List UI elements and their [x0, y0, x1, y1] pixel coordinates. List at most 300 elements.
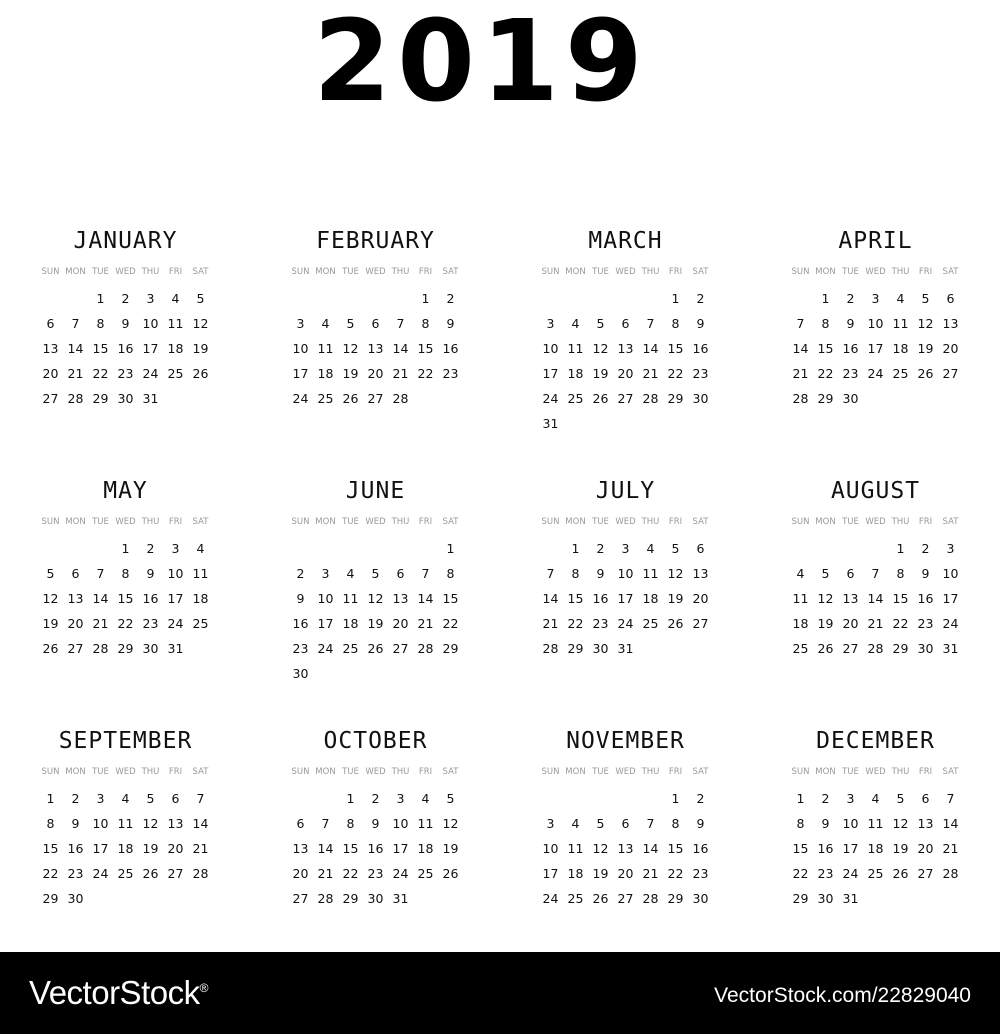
- day-cell: 14: [317, 841, 334, 856]
- weekday-label: THU: [391, 767, 410, 777]
- weekday-label: FRI: [918, 767, 933, 777]
- day-cell: 27: [617, 391, 634, 406]
- day-cell: 20: [917, 841, 934, 856]
- day-cell: 16: [67, 841, 84, 856]
- day-cell: 3: [621, 541, 630, 556]
- day-cell: 13: [67, 591, 84, 606]
- day-cell: 28: [317, 891, 334, 906]
- day-cell: 8: [796, 816, 805, 831]
- day-cell: 24: [542, 391, 559, 406]
- weekday-label: TUE: [342, 267, 359, 277]
- day-cell: 7: [796, 316, 805, 331]
- day-cell: 11: [192, 566, 209, 581]
- day-cell: 2: [371, 791, 380, 806]
- day-cell: 22: [42, 866, 59, 881]
- day-cell: 5: [596, 816, 605, 831]
- day-cell: 22: [92, 366, 109, 381]
- month-name: AUGUST: [830, 478, 921, 504]
- day-cell: 8: [346, 816, 355, 831]
- day-cell: 6: [71, 566, 80, 581]
- day-cell: 30: [817, 891, 834, 906]
- weekday-label: TUE: [592, 767, 609, 777]
- day-cell: 15: [42, 841, 59, 856]
- day-cell: 11: [567, 341, 584, 356]
- day-cell: 16: [817, 841, 834, 856]
- day-cell: 29: [667, 891, 684, 906]
- day-cell: 9: [921, 566, 930, 581]
- day-cell: 18: [417, 841, 434, 856]
- day-cell: 28: [67, 391, 84, 406]
- day-cell: 11: [417, 816, 434, 831]
- weekday-label: FRI: [668, 517, 683, 527]
- weekday-label: WED: [115, 767, 136, 777]
- day-cell: 15: [342, 841, 359, 856]
- month-november: [538, 728, 713, 948]
- weekday-label: TUE: [592, 267, 609, 277]
- weekday-label: SAT: [692, 267, 709, 277]
- day-cell: 2: [296, 566, 305, 581]
- day-cell: 1: [796, 791, 805, 806]
- day-cell: 4: [171, 291, 180, 306]
- day-cell: 7: [96, 566, 105, 581]
- weekday-label: WED: [865, 517, 886, 527]
- day-cell: 17: [292, 366, 309, 381]
- day-cell: 10: [542, 341, 559, 356]
- weekday-label: FRI: [918, 517, 933, 527]
- day-cell: 16: [917, 591, 934, 606]
- day-cell: 5: [146, 791, 155, 806]
- day-cell: 9: [846, 316, 855, 331]
- weekday-label: MON: [815, 267, 836, 277]
- day-cell: 16: [442, 341, 459, 356]
- day-cell: 23: [292, 641, 309, 656]
- day-cell: 21: [67, 366, 84, 381]
- day-cell: 30: [692, 391, 709, 406]
- day-cell: 9: [446, 316, 455, 331]
- weekday-label: SUN: [291, 517, 310, 527]
- day-cell: 21: [317, 866, 334, 881]
- day-cell: 19: [142, 841, 159, 856]
- day-cell: 19: [367, 616, 384, 631]
- day-cell: 16: [592, 591, 609, 606]
- day-cell: 31: [392, 891, 409, 906]
- day-cell: 18: [342, 616, 359, 631]
- day-cell: 27: [617, 891, 634, 906]
- day-cell: 13: [42, 341, 59, 356]
- day-cell: 12: [142, 816, 159, 831]
- weekday-label: SAT: [442, 517, 459, 527]
- day-cell: 16: [292, 616, 309, 631]
- weekday-label: TUE: [592, 517, 609, 527]
- weekday-label: TUE: [342, 767, 359, 777]
- day-cell: 1: [446, 541, 455, 556]
- month-name: DECEMBER: [816, 728, 935, 754]
- day-cell: 30: [142, 641, 159, 656]
- day-cell: 9: [71, 816, 80, 831]
- day-cell: 28: [642, 891, 659, 906]
- weekday-label: SUN: [291, 267, 310, 277]
- weekday-label: WED: [365, 517, 386, 527]
- day-cell: 28: [417, 641, 434, 656]
- day-cell: 9: [696, 816, 705, 831]
- day-cell: 9: [371, 816, 380, 831]
- day-cell: 8: [571, 566, 580, 581]
- day-cell: 14: [92, 591, 109, 606]
- day-cell: 24: [617, 616, 634, 631]
- day-cell: 8: [121, 566, 130, 581]
- weekday-label: THU: [391, 517, 410, 527]
- day-cell: 23: [442, 366, 459, 381]
- day-cell: 6: [171, 791, 180, 806]
- month-name: FEBRUARY: [316, 228, 435, 254]
- day-cell: 25: [117, 866, 134, 881]
- day-cell: 7: [646, 316, 655, 331]
- day-cell: 7: [546, 566, 555, 581]
- day-cell: 23: [692, 866, 709, 881]
- weekday-label: SAT: [942, 517, 959, 527]
- day-cell: 18: [192, 591, 209, 606]
- day-cell: 31: [542, 416, 559, 431]
- day-cell: 22: [442, 616, 459, 631]
- day-cell: 26: [367, 641, 384, 656]
- day-cell: 7: [646, 816, 655, 831]
- day-cell: 11: [892, 316, 909, 331]
- day-cell: 19: [917, 341, 934, 356]
- day-cell: 16: [692, 841, 709, 856]
- weekday-label: SUN: [41, 267, 60, 277]
- day-cell: 8: [446, 566, 455, 581]
- weekday-label: SUN: [41, 517, 60, 527]
- day-cell: 23: [592, 616, 609, 631]
- day-cell: 27: [942, 366, 959, 381]
- day-cell: 24: [842, 866, 859, 881]
- day-cell: 11: [642, 566, 659, 581]
- day-cell: 23: [367, 866, 384, 881]
- day-cell: 23: [917, 616, 934, 631]
- day-cell: 15: [417, 341, 434, 356]
- weekday-label: TUE: [92, 767, 109, 777]
- month-name: JANUARY: [73, 228, 178, 254]
- day-cell: 28: [942, 866, 959, 881]
- day-cell: 19: [592, 866, 609, 881]
- weekday-label: SUN: [791, 517, 810, 527]
- day-cell: 6: [621, 316, 630, 331]
- day-cell: 10: [142, 316, 159, 331]
- weekday-label: WED: [615, 267, 636, 277]
- day-cell: 12: [592, 341, 609, 356]
- day-cell: 4: [196, 541, 205, 556]
- weekday-label: WED: [865, 767, 886, 777]
- month-name: SEPTEMBER: [58, 728, 193, 754]
- weekday-label: SUN: [791, 267, 810, 277]
- day-cell: 3: [96, 791, 105, 806]
- day-cell: 15: [117, 591, 134, 606]
- weekday-label: FRI: [668, 267, 683, 277]
- weekday-label: SAT: [942, 767, 959, 777]
- weekday-label: THU: [141, 517, 160, 527]
- day-cell: 5: [896, 791, 905, 806]
- day-cell: 3: [871, 291, 880, 306]
- month-name: JULY: [595, 478, 656, 504]
- day-cell: 2: [846, 291, 855, 306]
- day-cell: 16: [842, 341, 859, 356]
- weekday-label: MON: [315, 767, 336, 777]
- day-cell: 12: [892, 816, 909, 831]
- day-cell: 10: [292, 341, 309, 356]
- day-cell: 30: [917, 641, 934, 656]
- weekday-label: MON: [565, 767, 586, 777]
- day-cell: 9: [121, 316, 130, 331]
- day-cell: 3: [546, 816, 555, 831]
- day-cell: 4: [896, 291, 905, 306]
- day-cell: 21: [417, 616, 434, 631]
- day-cell: 31: [167, 641, 184, 656]
- day-cell: 22: [342, 866, 359, 881]
- weekday-label: SAT: [192, 767, 209, 777]
- day-cell: 26: [892, 866, 909, 881]
- day-cell: 6: [621, 816, 630, 831]
- day-cell: 3: [396, 791, 405, 806]
- day-cell: 25: [567, 891, 584, 906]
- day-cell: 6: [46, 316, 55, 331]
- day-cell: 29: [817, 391, 834, 406]
- day-cell: 21: [642, 866, 659, 881]
- month-march: [538, 228, 713, 448]
- day-cell: 12: [817, 591, 834, 606]
- month-october: [288, 728, 463, 948]
- day-cell: 15: [667, 841, 684, 856]
- weekday-label: MON: [815, 767, 836, 777]
- day-cell: 1: [346, 791, 355, 806]
- day-cell: 22: [117, 616, 134, 631]
- day-cell: 4: [346, 566, 355, 581]
- day-cell: 17: [867, 341, 884, 356]
- day-cell: 25: [642, 616, 659, 631]
- day-cell: 7: [421, 566, 430, 581]
- weekday-label: TUE: [842, 767, 859, 777]
- day-cell: 16: [117, 341, 134, 356]
- day-cell: 20: [167, 841, 184, 856]
- day-cell: 15: [792, 841, 809, 856]
- weekday-label: SAT: [442, 767, 459, 777]
- day-cell: 13: [692, 566, 709, 581]
- weekday-label: FRI: [418, 767, 433, 777]
- day-cell: 11: [567, 841, 584, 856]
- day-cell: 18: [567, 366, 584, 381]
- day-cell: 15: [892, 591, 909, 606]
- day-cell: 21: [792, 366, 809, 381]
- day-cell: 4: [646, 541, 655, 556]
- weekday-label: MON: [65, 517, 86, 527]
- day-cell: 13: [167, 816, 184, 831]
- day-cell: 4: [571, 816, 580, 831]
- day-cell: 30: [592, 641, 609, 656]
- day-cell: 1: [421, 291, 430, 306]
- weekday-label: SAT: [192, 267, 209, 277]
- weekday-label: WED: [115, 517, 136, 527]
- day-cell: 1: [671, 291, 680, 306]
- day-cell: 9: [696, 316, 705, 331]
- day-cell: 26: [667, 616, 684, 631]
- day-cell: 8: [671, 316, 680, 331]
- day-cell: 24: [392, 866, 409, 881]
- day-cell: 17: [617, 591, 634, 606]
- weekday-label: TUE: [842, 517, 859, 527]
- weekday-label: FRI: [418, 517, 433, 527]
- day-cell: 18: [892, 341, 909, 356]
- day-cell: 9: [596, 566, 605, 581]
- weekday-label: FRI: [418, 267, 433, 277]
- weekday-label: SUN: [541, 517, 560, 527]
- day-cell: 24: [167, 616, 184, 631]
- day-cell: 30: [117, 391, 134, 406]
- footer-bar: [0, 952, 1000, 1034]
- day-cell: 8: [96, 316, 105, 331]
- weekday-label: SUN: [541, 767, 560, 777]
- image-credit: VectorStock.com/22829040: [714, 984, 971, 1007]
- weekday-label: TUE: [842, 267, 859, 277]
- day-cell: 24: [92, 866, 109, 881]
- day-cell: 22: [667, 366, 684, 381]
- day-cell: 25: [317, 391, 334, 406]
- day-cell: 11: [167, 316, 184, 331]
- day-cell: 17: [167, 591, 184, 606]
- year-title-text: 2019: [313, 0, 649, 127]
- day-cell: 26: [592, 891, 609, 906]
- day-cell: 31: [942, 641, 959, 656]
- day-cell: 4: [121, 791, 130, 806]
- weekday-label: THU: [641, 767, 660, 777]
- day-cell: 21: [192, 841, 209, 856]
- day-cell: 8: [421, 316, 430, 331]
- day-cell: 11: [867, 816, 884, 831]
- day-cell: 20: [942, 341, 959, 356]
- day-cell: 25: [792, 641, 809, 656]
- day-cell: 21: [642, 366, 659, 381]
- day-cell: 20: [842, 616, 859, 631]
- weekday-label: THU: [141, 767, 160, 777]
- weekday-label: WED: [615, 517, 636, 527]
- weekday-label: SAT: [942, 267, 959, 277]
- day-cell: 18: [642, 591, 659, 606]
- day-cell: 6: [696, 541, 705, 556]
- day-cell: 2: [146, 541, 155, 556]
- month-name: MARCH: [588, 228, 663, 254]
- day-cell: 13: [292, 841, 309, 856]
- day-cell: 23: [117, 366, 134, 381]
- day-cell: 15: [567, 591, 584, 606]
- day-cell: 19: [592, 366, 609, 381]
- day-cell: 24: [542, 891, 559, 906]
- day-cell: 30: [842, 391, 859, 406]
- day-cell: 28: [192, 866, 209, 881]
- day-cell: 26: [442, 866, 459, 881]
- day-cell: 31: [617, 641, 634, 656]
- day-cell: 20: [42, 366, 59, 381]
- day-cell: 5: [346, 316, 355, 331]
- weekday-label: FRI: [918, 267, 933, 277]
- weekday-label: MON: [315, 517, 336, 527]
- day-cell: 29: [342, 891, 359, 906]
- day-cell: 21: [92, 616, 109, 631]
- day-cell: 13: [617, 841, 634, 856]
- day-cell: 14: [192, 816, 209, 831]
- day-cell: 5: [921, 291, 930, 306]
- day-cell: 26: [192, 366, 209, 381]
- day-cell: 28: [867, 641, 884, 656]
- day-cell: 23: [142, 616, 159, 631]
- day-cell: 15: [817, 341, 834, 356]
- weekday-label: SAT: [692, 517, 709, 527]
- day-cell: 17: [392, 841, 409, 856]
- day-cell: 10: [942, 566, 959, 581]
- day-cell: 14: [67, 341, 84, 356]
- month-name: JUNE: [345, 478, 406, 504]
- day-cell: 30: [367, 891, 384, 906]
- weekday-label: MON: [315, 267, 336, 277]
- day-cell: 7: [946, 791, 955, 806]
- day-cell: 7: [71, 316, 80, 331]
- day-cell: 24: [292, 391, 309, 406]
- day-cell: 2: [71, 791, 80, 806]
- day-cell: 13: [392, 591, 409, 606]
- weekday-label: MON: [815, 517, 836, 527]
- day-cell: 22: [817, 366, 834, 381]
- weekday-label: FRI: [668, 767, 683, 777]
- day-cell: 25: [867, 866, 884, 881]
- weekday-label: TUE: [342, 517, 359, 527]
- day-cell: 14: [417, 591, 434, 606]
- weekday-label: MON: [565, 267, 586, 277]
- day-cell: 10: [867, 316, 884, 331]
- day-cell: 14: [642, 341, 659, 356]
- day-cell: 10: [167, 566, 184, 581]
- weekday-label: SUN: [541, 267, 560, 277]
- weekday-label: SUN: [41, 767, 60, 777]
- day-cell: 2: [921, 541, 930, 556]
- day-cell: 11: [342, 591, 359, 606]
- day-cell: 3: [296, 316, 305, 331]
- day-cell: 15: [92, 341, 109, 356]
- weekday-label: THU: [641, 517, 660, 527]
- day-cell: 11: [317, 341, 334, 356]
- brand-mark: ®: [199, 981, 208, 995]
- day-cell: 22: [417, 366, 434, 381]
- day-cell: 4: [796, 566, 805, 581]
- day-cell: 31: [142, 391, 159, 406]
- day-cell: 3: [146, 291, 155, 306]
- day-cell: 21: [867, 616, 884, 631]
- day-cell: 9: [146, 566, 155, 581]
- day-cell: 1: [671, 791, 680, 806]
- day-cell: 22: [567, 616, 584, 631]
- day-cell: 8: [896, 566, 905, 581]
- day-cell: 17: [942, 591, 959, 606]
- day-cell: 20: [67, 616, 84, 631]
- month-february: [288, 228, 463, 448]
- day-cell: 20: [392, 616, 409, 631]
- day-cell: 19: [667, 591, 684, 606]
- day-cell: 19: [892, 841, 909, 856]
- weekday-label: THU: [141, 267, 160, 277]
- day-cell: 1: [121, 541, 130, 556]
- day-cell: 17: [542, 866, 559, 881]
- day-cell: 9: [296, 591, 305, 606]
- weekday-label: WED: [615, 767, 636, 777]
- day-cell: 27: [292, 891, 309, 906]
- weekday-label: THU: [891, 267, 910, 277]
- weekday-label: THU: [391, 267, 410, 277]
